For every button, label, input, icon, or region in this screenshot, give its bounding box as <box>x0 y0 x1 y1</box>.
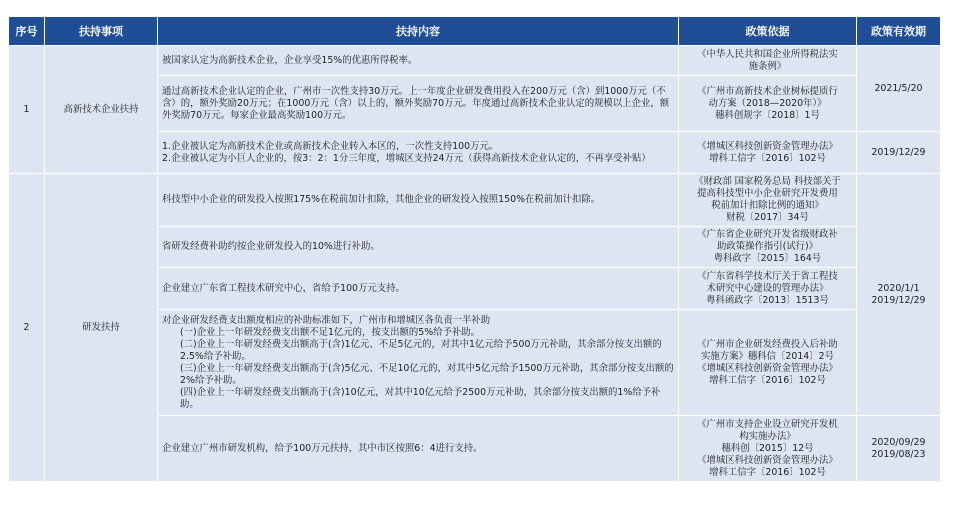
basis-line: 穗科创规字〔2018〕1号 <box>715 109 820 121</box>
content-line: (四)企业上一年研发经费支出额高于(含)10亿元，对其中10亿元给予2500万元补助，其余部分按支出额的1%给予补助。 <box>180 386 661 410</box>
header-row <box>9 17 941 46</box>
basis-line: 术研究中心建设的管理办法》 <box>706 282 829 294</box>
validity-line: 2019/08/23 <box>871 448 926 460</box>
content-cell <box>158 46 679 76</box>
header-no: 序号 <box>9 17 45 46</box>
content-line: 1.企业被认定为高新技术企业或高新技术企业转入本区的，一次性支持100万元。 <box>162 140 499 152</box>
basis-line: 财税〔2017〕34号 <box>726 212 809 223</box>
content-line: 对企业研发经费支出额度相应的补助标准如下，广州市和增城区各负责一半补助 <box>162 314 491 326</box>
basis-line: 粤科政字〔2015〕164号 <box>713 253 822 264</box>
row-no: 2 <box>9 174 45 482</box>
basis-line: 助政策操作指引(试行)》 <box>716 241 819 252</box>
validity-cell <box>857 46 941 132</box>
basis-line: 穗科创〔2015〕12号 <box>721 442 814 454</box>
content-line: (一)企业上一年研发经费支出额不足1亿元的，按支出额的5%给予补助。 <box>180 326 481 338</box>
basis-cell <box>679 268 857 310</box>
basis-line: 提高科技型中小企业研究开发费用 <box>697 188 838 199</box>
policy-table <box>8 16 941 482</box>
validity-cell <box>857 132 941 174</box>
basis-cell <box>679 310 857 416</box>
validity-line: 2021/5/20 <box>874 82 923 94</box>
basis-line: 《广州市支持企业设立研究开发机 <box>697 418 838 430</box>
basis-cell <box>679 132 857 174</box>
basis-line: 《增城区科技创新资金管理办法》 <box>697 454 838 466</box>
content-line: 2.企业被认定为小巨人企业的，按3：2：1分三年度，增城区支持24万元（获得高新技术企业认定的，不再享受补贴） <box>162 152 651 164</box>
basis-cell <box>679 227 857 268</box>
basis-line: 施条例》 <box>748 60 787 72</box>
basis-line: 《财政部 国家税务总局 科技部关于 <box>694 176 841 187</box>
basis-line: 税前加计扣除比例的通知》 <box>711 200 824 211</box>
basis-line: 增科工信字〔2016〕102号 <box>709 466 826 478</box>
content-cell <box>158 132 679 174</box>
header-content: 扶持内容 <box>158 17 679 46</box>
basis-line: 构实施办法》 <box>739 430 796 442</box>
validity-line: 2020/1/1 <box>877 282 920 294</box>
basis-line: 《增城区科技创新资金管理办法》 <box>697 362 838 374</box>
validity-line: 2019/12/29 <box>871 146 926 158</box>
row-item: 高新技术企业扶持 <box>45 46 158 174</box>
basis-line: 增科工信字〔2016〕102号 <box>709 152 826 164</box>
basis-cell <box>679 174 857 227</box>
table-row <box>9 174 941 227</box>
content-line: 企业建立广东省工程技术研究中心，省给予100万元支持。 <box>162 282 405 294</box>
basis-cell <box>679 416 857 482</box>
row-no: 1 <box>9 46 45 174</box>
basis-line: 《广州市企业研发经费投入后补助 <box>697 338 838 350</box>
basis-line: 动方案（2018—2020年）》 <box>708 97 827 109</box>
header-basis: 政策依据 <box>679 17 857 46</box>
basis-line: 《广东省企业研究开发省级财政补 <box>697 229 838 240</box>
header-validity: 政策有效期 <box>857 17 941 46</box>
validity-line: 2020/09/29 <box>871 436 926 448</box>
validity-cell <box>857 416 941 482</box>
content-line: 通过高新技术企业认定的企业，广州市一次性支持30万元。上一年度企业研发费用投入在200万元（含）到1000万元（不含）的，额外奖励20万元；在1000万元（含）以上的，额外奖励70万元。年度通过高新技术企业认定的规模以上企业，额外奖励70万元。每家企业最高奖励100万元。 <box>162 85 670 121</box>
content-cell <box>158 227 679 268</box>
basis-line: 粤科函政字〔2013〕1513号 <box>706 294 829 306</box>
header-item: 扶持事项 <box>45 17 158 46</box>
basis-cell <box>679 46 857 76</box>
row-item: 研发扶持 <box>45 174 158 482</box>
basis-line: 《广州市高新技术企业树标提质行 <box>697 85 838 97</box>
basis-cell <box>679 76 857 132</box>
basis-line: 《增城区科技创新资金管理办法》 <box>697 140 838 152</box>
content-cell <box>158 76 679 132</box>
content-cell <box>158 268 679 310</box>
content-cell <box>158 174 679 227</box>
content-cell <box>158 310 679 416</box>
content-line: 被国家认定为高新技术企业，企业享受15%的优惠所得税率。 <box>162 54 418 66</box>
basis-line: 《中华人民共和国企业所得税法实 <box>697 48 838 60</box>
content-line: (三)企业上一年研发经费支出额高于(含)5亿元、不足10亿元的，对其中5亿元给予1500万元补助，其余部分按支出额的2%给予补助。 <box>180 362 674 386</box>
validity-line: 2019/12/29 <box>871 294 926 306</box>
validity-cell <box>857 174 941 416</box>
content-line: (二)企业上一年研发经费支出额高于(含)1亿元、不足5亿元的，对其中1亿元给予500万元补助，其余部分按支出额的2.5%给予补助。 <box>180 338 662 362</box>
content-line: 科技型中小企业的研发投入按照175%在税前加计扣除，其他企业的研发投入按照150%在税前加计扣除。 <box>162 194 600 205</box>
basis-line: 实施方案》穗科信〔2014〕2号 <box>701 350 834 362</box>
content-line: 省研发经费补助约按企业研发投入的10%进行补助。 <box>162 241 380 252</box>
content-cell <box>158 416 679 482</box>
basis-line: 《广东省科学技术厅关于省工程技 <box>697 270 838 282</box>
content-line: 企业建立广州市研发机构，给予100万元扶持，其中市区按照6：4进行支持。 <box>162 442 483 454</box>
table-row <box>9 46 941 76</box>
basis-line: 增科工信字〔2016〕102号 <box>709 374 826 386</box>
